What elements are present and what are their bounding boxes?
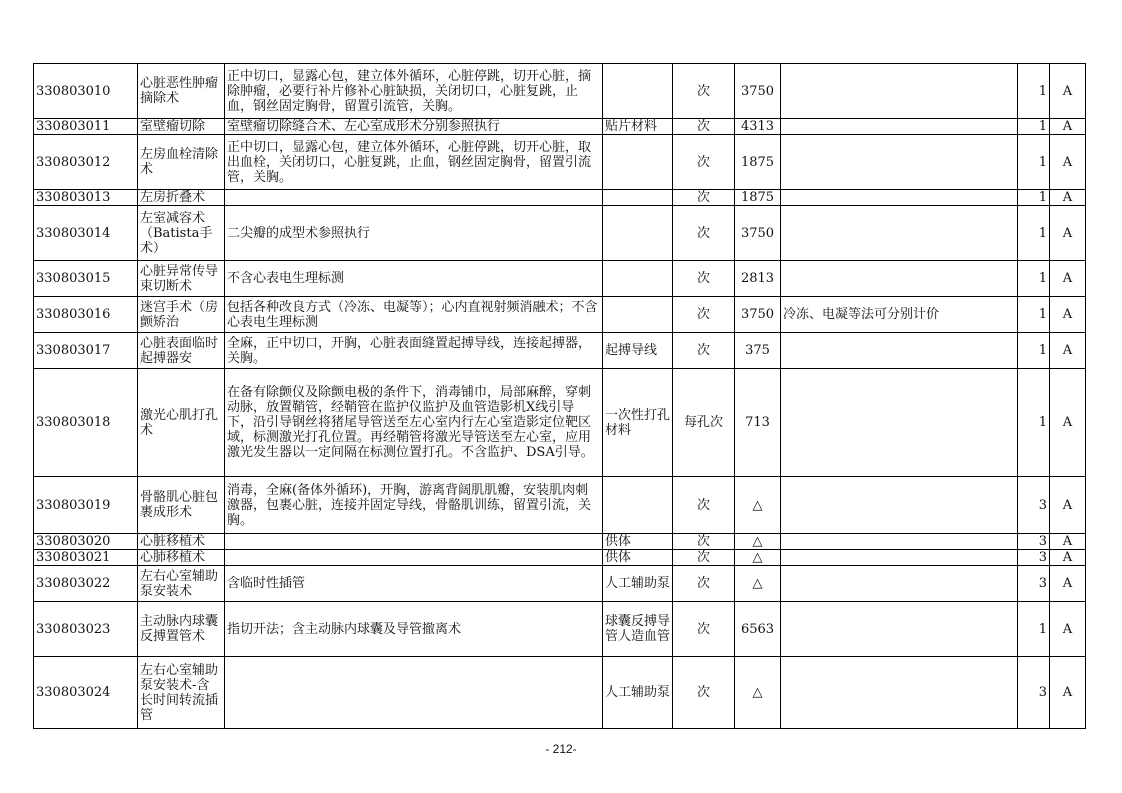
item-price-text: △ <box>752 497 763 513</box>
item-excluded-text: 起搏导线 <box>605 343 658 358</box>
item-grade <box>1050 64 1086 119</box>
item-price-text: 2813 <box>740 271 775 286</box>
item-unit <box>673 369 735 477</box>
item-note-text: 冷冻、电凝等法可分别计价 <box>783 307 940 322</box>
item-grade <box>1050 566 1086 602</box>
item-name <box>138 297 225 333</box>
item-code-text: 330803022 <box>36 576 111 591</box>
item-grade <box>1050 119 1086 135</box>
item-content-text: 不含心表电生理标测 <box>227 271 345 286</box>
item-level <box>1018 206 1050 261</box>
item-name-text: 左右心室辅助泵安装术 <box>140 568 219 599</box>
item-grade <box>1050 333 1086 369</box>
item-name-text: 心脏表面临时起搏器安 <box>140 335 219 366</box>
item-content-text: 全麻，正中切口，开胸，心脏表面缝置起搏导线，连接起搏器，关胸。 <box>227 335 592 366</box>
item-unit <box>673 602 735 657</box>
item-content-text: 含临时性插管 <box>227 576 306 591</box>
item-price <box>735 534 781 550</box>
item-name <box>138 566 225 602</box>
item-level-text: 3 <box>1038 685 1047 700</box>
item-unit <box>673 64 735 119</box>
item-excluded-text: 球囊反搏导管人造血管 <box>605 614 670 644</box>
item-content <box>225 119 603 135</box>
item-name <box>138 657 225 729</box>
table-row <box>34 297 1086 333</box>
item-name-text: 左房血栓清除术 <box>140 147 219 177</box>
item-excluded <box>603 566 673 602</box>
item-unit <box>673 190 735 206</box>
item-note <box>781 206 1018 261</box>
item-level-text: 1 <box>1038 119 1047 134</box>
item-grade <box>1050 297 1086 333</box>
item-level-text: 3 <box>1038 550 1047 565</box>
item-level <box>1018 477 1050 534</box>
item-unit-text: 每孔次 <box>683 415 723 430</box>
item-excluded <box>603 135 673 190</box>
item-name <box>138 190 225 206</box>
item-name-text: 迷宫手术（房颤矫治 <box>140 299 219 330</box>
table-row <box>34 261 1086 297</box>
item-code-text: 330803015 <box>36 271 111 286</box>
item-code-text: 330803020 <box>36 534 111 549</box>
item-note <box>781 64 1018 119</box>
table-row <box>34 64 1086 119</box>
item-content <box>225 206 603 261</box>
item-excluded <box>603 64 673 119</box>
item-unit-text: 次 <box>696 225 710 241</box>
item-level-text: 1 <box>1038 154 1047 170</box>
item-level <box>1018 119 1050 135</box>
item-name-text: 激光心肌打孔术 <box>140 407 219 438</box>
item-price-text: △ <box>752 576 763 591</box>
item-note <box>781 477 1018 534</box>
item-excluded <box>603 369 673 477</box>
item-name-text: 骨骼肌心脏包裹成形术 <box>140 490 219 520</box>
item-name-text: 主动脉内球囊反搏置管术 <box>140 614 219 644</box>
item-level <box>1018 333 1050 369</box>
item-code-text: 330803024 <box>36 685 111 700</box>
item-note <box>781 566 1018 602</box>
item-excluded-text: 供体 <box>605 534 632 549</box>
item-name-text: 室壁瘤切除 <box>140 119 206 134</box>
item-grade-text: A <box>1062 685 1073 700</box>
item-price-text: 6563 <box>740 621 775 637</box>
item-price-text: 375 <box>745 343 770 358</box>
item-content <box>225 261 603 297</box>
item-code <box>34 119 138 135</box>
item-grade-text: A <box>1062 621 1073 637</box>
item-unit <box>673 477 735 534</box>
item-price-text: 3750 <box>740 225 775 241</box>
item-unit-text: 次 <box>696 154 710 170</box>
table-body <box>34 64 1086 729</box>
item-level-text: 1 <box>1038 225 1047 241</box>
item-code <box>34 333 138 369</box>
item-content <box>225 657 603 729</box>
item-excluded-text: 供体 <box>605 550 632 565</box>
item-content <box>225 550 603 566</box>
item-level-text: 1 <box>1038 83 1047 99</box>
item-code <box>34 657 138 729</box>
item-level-text: 1 <box>1038 271 1047 286</box>
item-unit-text: 次 <box>696 83 710 99</box>
table-row <box>34 602 1086 657</box>
item-excluded <box>603 333 673 369</box>
item-unit <box>673 135 735 190</box>
item-name-text: 左房折叠术 <box>140 190 206 205</box>
item-level <box>1018 64 1050 119</box>
item-note <box>781 297 1018 333</box>
item-code <box>34 135 138 190</box>
item-code <box>34 297 138 333</box>
table-row <box>34 135 1086 190</box>
item-content <box>225 190 603 206</box>
item-content-text: 正中切口，显露心包，建立体外循环，心脏停跳，切开心脏，取出血栓，关闭切口，心脏复跳，止血，钢丝固定胸骨，留置引流管，关胸。 <box>227 139 592 185</box>
item-code-text: 330803023 <box>36 621 111 637</box>
item-grade <box>1050 477 1086 534</box>
item-name <box>138 534 225 550</box>
item-note <box>781 261 1018 297</box>
item-code-text: 330803011 <box>36 119 111 134</box>
item-price-text: 1875 <box>740 190 775 205</box>
item-content <box>225 297 603 333</box>
item-grade-text: A <box>1062 307 1073 322</box>
item-price <box>735 333 781 369</box>
item-name <box>138 261 225 297</box>
item-price <box>735 566 781 602</box>
item-unit-text: 次 <box>696 343 710 358</box>
item-name <box>138 119 225 135</box>
item-level <box>1018 534 1050 550</box>
item-price <box>735 119 781 135</box>
item-content-text: 消毒，全麻(备体外循环)，开胸，游离背阔肌肌瓣，安装肌肉刺激器，包裹心脏，连接并固定导线，骨骼肌训练，留置引流，关胸。 <box>227 482 592 528</box>
item-level <box>1018 566 1050 602</box>
item-level <box>1018 602 1050 657</box>
item-name-text: 心脏恶性肿瘤摘除术 <box>140 76 219 106</box>
item-unit-text: 次 <box>696 621 710 637</box>
item-note <box>781 534 1018 550</box>
table-row <box>34 333 1086 369</box>
item-note <box>781 333 1018 369</box>
item-level <box>1018 297 1050 333</box>
item-code <box>34 477 138 534</box>
item-excluded <box>603 534 673 550</box>
item-note <box>781 369 1018 477</box>
item-name-text: 心脏移植术 <box>140 534 206 549</box>
item-code-text: 330803014 <box>36 225 111 241</box>
item-unit-text: 次 <box>696 271 710 286</box>
item-grade <box>1050 135 1086 190</box>
item-code <box>34 550 138 566</box>
item-unit <box>673 297 735 333</box>
item-content <box>225 534 603 550</box>
table-row <box>34 369 1086 477</box>
item-level <box>1018 261 1050 297</box>
table-row <box>34 206 1086 261</box>
item-name <box>138 602 225 657</box>
table-row <box>34 550 1086 566</box>
item-excluded <box>603 477 673 534</box>
item-unit-text: 次 <box>696 190 710 205</box>
item-code-text: 330803013 <box>36 190 111 205</box>
item-name <box>138 477 225 534</box>
item-grade <box>1050 550 1086 566</box>
item-note <box>781 657 1018 729</box>
item-note <box>781 550 1018 566</box>
item-code <box>34 566 138 602</box>
item-code-text: 330803018 <box>36 415 111 430</box>
item-excluded <box>603 297 673 333</box>
table-row <box>34 657 1086 729</box>
item-code <box>34 190 138 206</box>
item-excluded <box>603 190 673 206</box>
item-level-text: 1 <box>1038 415 1047 430</box>
item-code-text: 330803019 <box>36 497 111 513</box>
item-content-text: 二尖瓣的成型术参照执行 <box>227 225 371 241</box>
item-name <box>138 64 225 119</box>
item-grade-text: A <box>1062 154 1073 170</box>
item-level <box>1018 135 1050 190</box>
item-note <box>781 190 1018 206</box>
item-unit-text: 次 <box>696 119 710 134</box>
item-grade-text: A <box>1062 497 1073 513</box>
item-grade-text: A <box>1062 271 1073 286</box>
item-grade-text: A <box>1062 343 1073 358</box>
item-grade <box>1050 602 1086 657</box>
item-price <box>735 64 781 119</box>
item-level-text: 1 <box>1038 307 1047 322</box>
item-price-text: 3750 <box>740 307 775 322</box>
item-content-text: 指切开法；含主动脉内球囊及导管撤离术 <box>227 621 462 637</box>
item-name <box>138 206 225 261</box>
item-note <box>781 135 1018 190</box>
item-content-text: 室壁瘤切除缝合术、左心室成形术分别参照执行 <box>227 119 501 134</box>
item-content-text: 包括各种改良方式（冷冻、电凝等）；心内直视射频消融术；不含心表电生理标测 <box>227 299 598 330</box>
item-code-text: 330803021 <box>36 550 111 565</box>
item-unit-text: 次 <box>696 576 710 591</box>
item-unit-text: 次 <box>696 534 710 549</box>
item-grade <box>1050 190 1086 206</box>
item-name <box>138 550 225 566</box>
item-unit-text: 次 <box>696 685 710 700</box>
item-content <box>225 477 603 534</box>
item-code-text: 330803010 <box>36 83 111 99</box>
item-name <box>138 333 225 369</box>
item-level-text: 3 <box>1038 534 1047 549</box>
item-excluded <box>603 206 673 261</box>
item-code-text: 330803012 <box>36 154 111 170</box>
item-excluded <box>603 657 673 729</box>
item-price-text: 4313 <box>740 119 775 134</box>
item-grade-text: A <box>1062 119 1073 134</box>
item-code <box>34 534 138 550</box>
item-grade <box>1050 657 1086 729</box>
item-price-text: 713 <box>745 415 770 430</box>
item-name <box>138 369 225 477</box>
table-row <box>34 119 1086 135</box>
item-unit-text: 次 <box>696 307 710 322</box>
item-unit <box>673 566 735 602</box>
item-price <box>735 135 781 190</box>
item-price <box>735 550 781 566</box>
table-row <box>34 534 1086 550</box>
item-price <box>735 206 781 261</box>
item-excluded <box>603 550 673 566</box>
item-note <box>781 602 1018 657</box>
item-price-text: △ <box>752 534 763 549</box>
item-unit <box>673 333 735 369</box>
page-number: - 212- <box>545 742 577 756</box>
item-grade <box>1050 206 1086 261</box>
item-code <box>34 261 138 297</box>
item-grade-text: A <box>1062 415 1073 430</box>
item-grade-text: A <box>1062 225 1073 241</box>
item-excluded-text: 人工辅助泵 <box>605 576 670 591</box>
item-level <box>1018 550 1050 566</box>
item-grade-text: A <box>1062 190 1073 205</box>
item-price-text: △ <box>752 685 763 700</box>
item-level <box>1018 657 1050 729</box>
item-note <box>781 119 1018 135</box>
item-grade <box>1050 369 1086 477</box>
item-unit-text: 次 <box>696 550 710 565</box>
item-content <box>225 333 603 369</box>
table-row <box>34 190 1086 206</box>
item-price <box>735 369 781 477</box>
item-content-text: 正中切口，显露心包，建立体外循环，心脏停跳，切开心脏，摘除肿瘤，必要行补片修补心脏缺损，关闭切口，心脏复跳，止血，钢丝固定胸骨，留置引流管，关胸。 <box>227 68 592 114</box>
item-price <box>735 190 781 206</box>
item-level-text: 1 <box>1038 343 1047 358</box>
item-price <box>735 657 781 729</box>
item-code <box>34 206 138 261</box>
item-excluded <box>603 119 673 135</box>
item-code <box>34 369 138 477</box>
item-content <box>225 369 603 477</box>
item-grade-text: A <box>1062 576 1073 591</box>
table-row <box>34 477 1086 534</box>
item-name-text: 心脏异常传导束切断术 <box>140 263 219 294</box>
item-level-text: 1 <box>1038 621 1047 637</box>
item-price-text: △ <box>752 550 763 565</box>
item-excluded <box>603 602 673 657</box>
item-name-text: 左右心室辅助泵安装术-含长时间转流插管 <box>140 662 219 723</box>
item-level-text: 3 <box>1038 576 1047 591</box>
table-row <box>34 566 1086 602</box>
item-price <box>735 297 781 333</box>
item-code-text: 330803017 <box>36 343 111 358</box>
item-code <box>34 602 138 657</box>
item-level <box>1018 190 1050 206</box>
item-excluded-text: 一次性打孔材料 <box>605 407 670 438</box>
item-unit-text: 次 <box>696 497 710 513</box>
item-unit <box>673 119 735 135</box>
item-name-text: 左室减容术（Batista手术） <box>140 210 213 256</box>
item-price <box>735 261 781 297</box>
item-excluded-text: 人工辅助泵 <box>605 685 670 700</box>
item-unit <box>673 657 735 729</box>
item-level-text: 3 <box>1038 497 1047 513</box>
item-grade <box>1050 261 1086 297</box>
item-grade-text: A <box>1062 550 1073 565</box>
item-name-text: 心肺移植术 <box>140 550 206 565</box>
item-grade-text: A <box>1062 534 1073 549</box>
item-content <box>225 135 603 190</box>
pricing-table <box>33 63 1086 729</box>
item-content-text: 在备有除颤仪及除颤电极的条件下，消毒铺巾，局部麻醉，穿刺动脉，放置鞘管，经鞘管在监护仪监护及血管造影机X线引导下，沿引导钢丝将猪尾导管送至左心室内行左心室造影定位靶区域，标测激光打孔位置。再经鞘管将激光导管送至左心室，应用激光发生器以一定间隔在标测位置打孔。不含监护、DSA引导。 <box>227 385 594 460</box>
item-content <box>225 64 603 119</box>
item-unit <box>673 261 735 297</box>
item-unit <box>673 550 735 566</box>
item-content <box>225 566 603 602</box>
item-excluded-text: 贴片材料 <box>605 119 658 134</box>
item-code-text: 330803016 <box>36 307 111 322</box>
item-price-text: 3750 <box>740 83 775 99</box>
item-level <box>1018 369 1050 477</box>
item-price <box>735 602 781 657</box>
item-price <box>735 477 781 534</box>
item-name <box>138 135 225 190</box>
item-level-text: 1 <box>1038 190 1047 205</box>
item-excluded <box>603 261 673 297</box>
item-unit <box>673 206 735 261</box>
item-price-text: 1875 <box>740 154 775 170</box>
item-unit <box>673 534 735 550</box>
item-grade <box>1050 534 1086 550</box>
item-code <box>34 64 138 119</box>
item-grade-text: A <box>1062 83 1073 99</box>
item-content <box>225 602 603 657</box>
